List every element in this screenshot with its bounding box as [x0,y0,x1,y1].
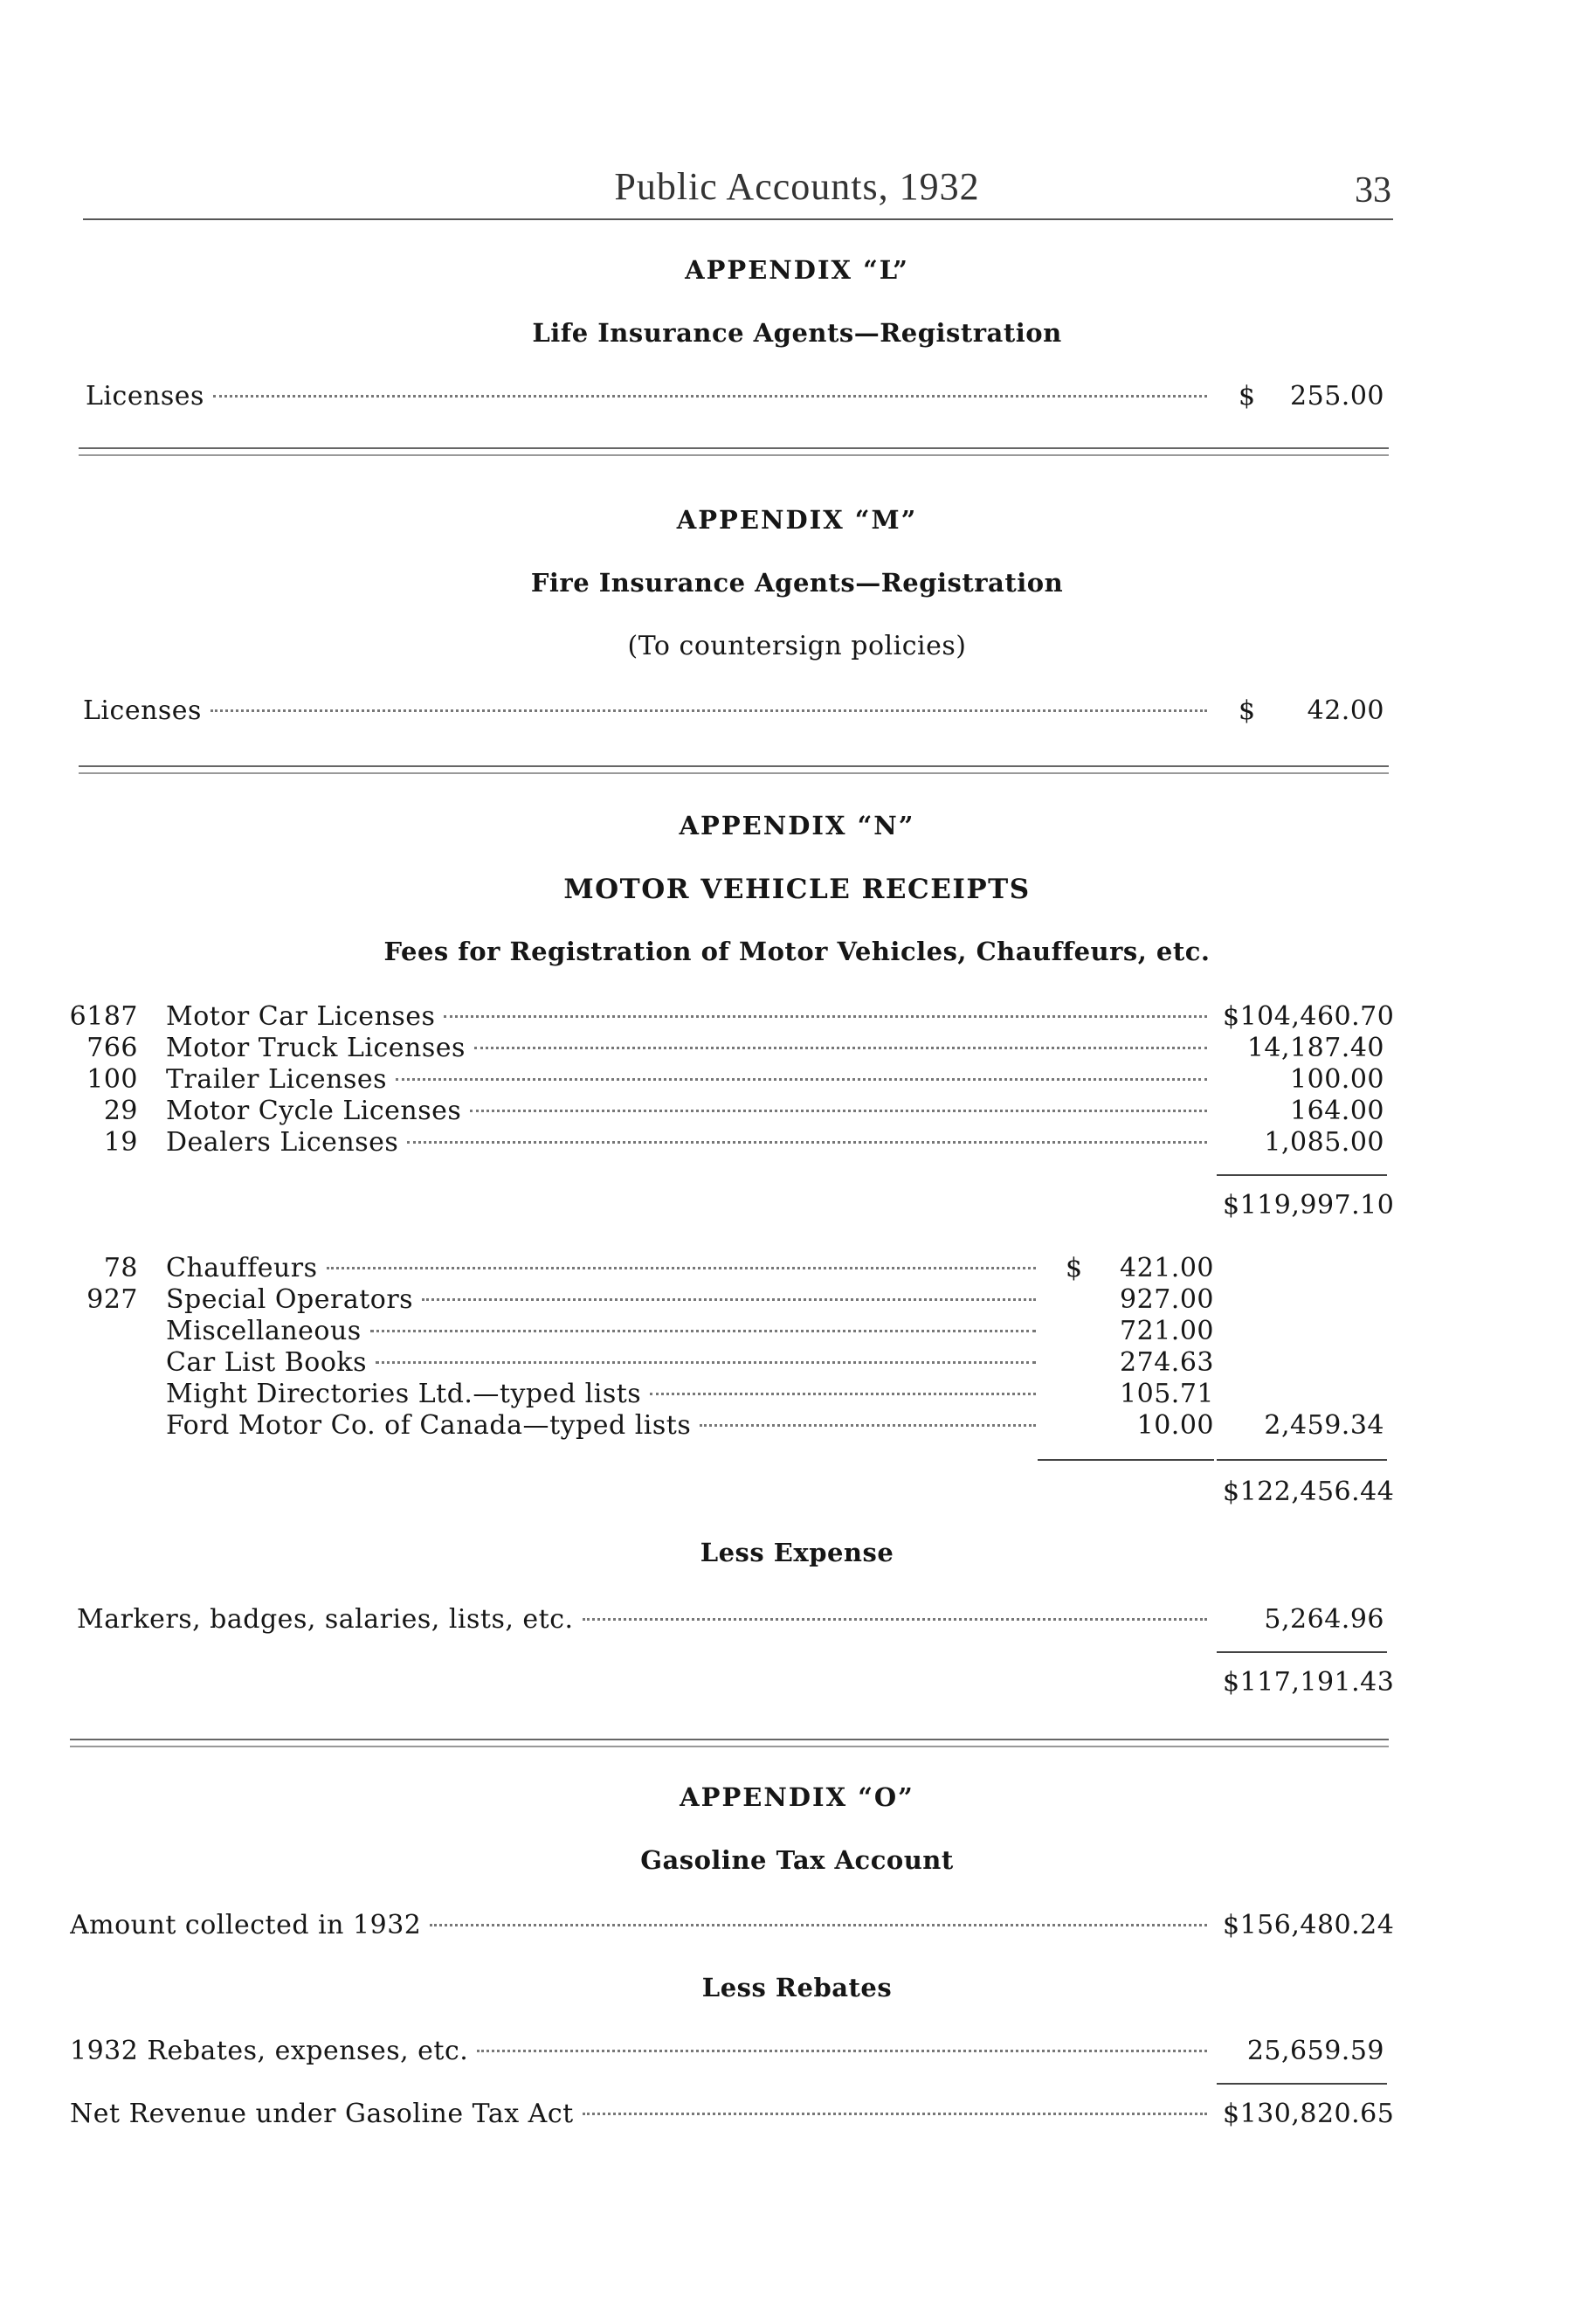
license-label: Motor Cycle Licenses [166,1096,462,1126]
appendix-n-subtitle: Fees for Registration of Motor Vehicles, Chauffeurs, etc. [383,937,1211,966]
receipt-count: 78 [103,1253,138,1283]
license-row [166,1127,1212,1159]
license-count: 29 [103,1096,138,1126]
license-amount: 164.00 [1290,1096,1384,1126]
subtotal-rule [1217,1459,1387,1461]
rebates-row [70,2036,1212,2067]
receipt-label: Miscellaneous [166,1316,362,1346]
license-row [166,1064,1212,1096]
dot-leader [650,1393,1036,1395]
collected-label: Amount collected in 1932 [70,1910,422,1940]
appendix-m-label: Licenses [83,695,202,726]
appendix-n-heading: APPENDIX “N” [679,811,915,840]
appendix-m-heading: APPENDIX “M” [676,505,918,535]
rebates-amount: 25,659.59 [1246,2036,1384,2066]
license-row [166,1001,1212,1033]
receipt-row [166,1410,1041,1442]
appendix-o-heading: APPENDIX “O” [680,1782,914,1812]
collected-amount: $156,480.24 [1223,1910,1395,1940]
page-number: 33 [1355,170,1391,211]
dot-leader [213,395,1207,398]
subtotal-rule [1217,1651,1387,1653]
dot-leader [583,2113,1207,2115]
appendix-l-amount: 255.00 [1290,381,1384,412]
dot-leader [376,1361,1036,1364]
receipt-amount: 274.63 [1120,1347,1214,1378]
appendix-m-amount: 42.00 [1307,695,1384,726]
collected-row [70,1910,1212,1941]
receipt-amount: 10.00 [1136,1410,1214,1441]
dot-leader [370,1330,1036,1332]
dot-leader [210,709,1207,712]
dot-leader [477,2050,1207,2052]
license-amount: 1,085.00 [1264,1127,1384,1158]
receipt-row [166,1253,1041,1284]
section-divider [70,1739,1389,1747]
rebates-label: 1932 Rebates, expenses, etc. [70,2036,469,2066]
net-revenue-label: Net Revenue under Gasoline Tax Act [70,2099,574,2129]
dot-leader [396,1078,1207,1081]
receipt-amount: 927.00 [1120,1284,1214,1315]
dot-leader [700,1424,1036,1427]
receipt-amount: 105.71 [1120,1379,1214,1409]
license-amount: 14,187.40 [1246,1033,1384,1063]
license-label: Trailer Licenses [166,1064,387,1095]
dot-leader [422,1298,1036,1301]
header-rule [83,218,1393,220]
appendix-l-row [86,381,1212,412]
receipt-row [166,1316,1041,1347]
appendix-l-subtitle: Life Insurance Agents—Registration [532,318,1062,348]
receipt-row [166,1379,1041,1410]
appendix-l-label: Licenses [86,381,204,412]
less-expense-heading: Less Expense [700,1538,894,1567]
less-rebates-heading: Less Rebates [701,1973,893,2002]
net-revenue-amount: $130,820.65 [1223,2099,1395,2129]
receipt-label: Chauffeurs [166,1253,318,1283]
receipt-amount: 421.00 [1120,1253,1214,1283]
license-count: 6187 [69,1001,138,1032]
receipt-label: Might Directories Ltd.—typed lists [166,1379,642,1409]
license-count: 766 [86,1033,138,1063]
dot-leader [583,1618,1207,1621]
receipt-amount: 721.00 [1120,1316,1214,1346]
page-header-title: Public Accounts, 1932 [614,165,980,208]
appendix-n-title: MOTOR VEHICLE RECEIPTS [563,874,1031,905]
receipt-row [166,1347,1041,1379]
appendix-m-row [83,695,1212,727]
dot-leader [474,1047,1207,1049]
appendix-o-subtitle: Gasoline Tax Account [640,1845,954,1875]
subtotal-rule [1038,1459,1214,1461]
license-label: Dealers Licenses [166,1127,399,1158]
gross-total: $122,456.44 [1223,1477,1395,1507]
appendix-m-currency: $ [1239,695,1256,726]
license-row [166,1033,1212,1064]
receipt-currency: $ [1066,1253,1083,1283]
section-divider [79,447,1389,456]
dot-leader [470,1110,1207,1112]
dot-leader [327,1267,1036,1269]
subtotal-rule [1217,2083,1387,2085]
license-count: 19 [103,1127,138,1158]
license-amount: $104,460.70 [1223,1001,1395,1032]
receipt-label: Ford Motor Co. of Canada—typed lists [166,1410,692,1441]
dot-leader [444,1015,1207,1018]
license-amount: 100.00 [1290,1064,1384,1095]
net-revenue-row [70,2099,1212,2130]
receipt-row [166,1284,1041,1316]
appendix-m-subtitle: Fire Insurance Agents—Registration [530,568,1064,598]
dot-leader [407,1141,1207,1144]
appendix-l-currency: $ [1239,381,1256,412]
appendix-l-heading: APPENDIX “L” [685,255,909,285]
expense-label: Markers, badges, salaries, lists, etc. [77,1604,574,1635]
license-count: 100 [86,1064,138,1095]
section-divider [79,765,1389,774]
net-total: $117,191.43 [1223,1667,1395,1698]
receipt-label: Special Operators [166,1284,414,1315]
licenses-total: $119,997.10 [1223,1190,1395,1221]
expense-amount: 5,264.96 [1264,1604,1384,1635]
expense-row [77,1604,1212,1636]
appendix-m-note: (To countersign policies) [627,631,967,661]
receipt-count: 927 [86,1284,138,1315]
subtotal-rule [1217,1174,1387,1176]
dot-leader [430,1924,1207,1926]
other-total: 2,459.34 [1264,1410,1384,1441]
receipt-label: Car List Books [166,1347,367,1378]
license-label: Motor Car Licenses [166,1001,436,1032]
license-label: Motor Truck Licenses [166,1033,466,1063]
license-row [166,1096,1212,1127]
